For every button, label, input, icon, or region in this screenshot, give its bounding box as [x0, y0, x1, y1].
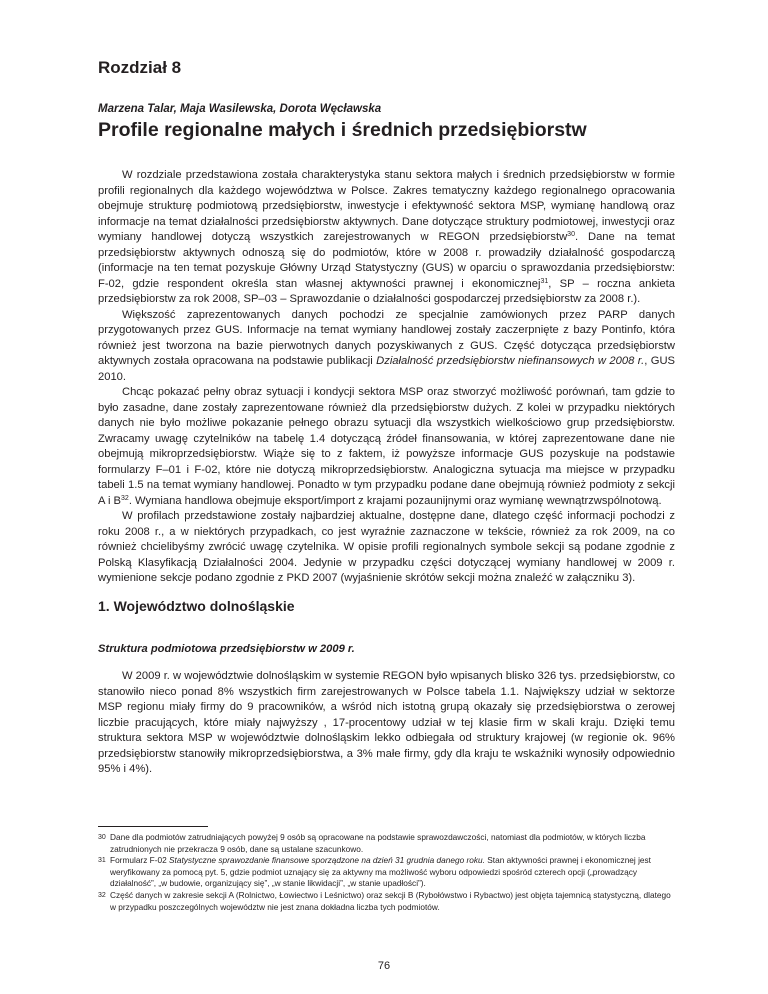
footnote-number: 31 — [98, 857, 106, 865]
footnote-number: 32 — [98, 891, 106, 899]
footnote — [98, 890, 678, 913]
intro-paragraph — [98, 168, 675, 308]
chapter-title: Profile regionalne małych i średnich przedsiębiorstw — [98, 119, 587, 141]
footnotes — [98, 832, 678, 913]
footnote-text — [110, 832, 678, 855]
chapter-authors: Marzena Talar, Maja Wasilewska, Dorota Węcławska — [98, 103, 382, 115]
text-run: , SP – roczna ankieta przedsiębiorstw za rok 2008, SP–03 – Sprawozdanie o działalności gospodarczej przedsiębiorstw za 2008 r.). — [98, 277, 676, 305]
footnote-text — [110, 855, 678, 890]
text-run: Chcąc pokazać pełny obraz sytuacji i kondycji sektora MSP oraz stworzyć możliwość porównań, tam gdzie to było zasadne, dane zostały zaprezentowane również dla przedsiębiorstw dużych. Z kolei w przypadku niektórych danych nie było możliwe pokazanie pełnego obrazu sytuacji dla wszystkich wielkościowo grup przedsiębiorstw. Zwracamy uwagę czytelników na tabelę 1.4 dotyczącą źródeł finansowania, w której zaprezentowane dane nie obejmują mikroprzedsiębiorstw. Wiąże się to z faktem, iż powyższe informacje GUS pozyskuje na podstawie formularzy F–01 i F-02, które nie dotyczą mikroprzedsiębiorstw. Analogiczna sytuacja ma miejsce w przypadku tabeli 1.5 na temat wymiany handlowej. Ponadto w tym przypadku podane dane obejmują również podmioty z sekcji A i B — [98, 386, 675, 507]
text-run: Statystyczne sprawozdanie finansowe sporządzone na dzień 31 grudnia danego roku. — [169, 855, 485, 866]
section-body — [98, 669, 675, 778]
footnote — [98, 832, 678, 855]
text-run: , GUS 2010. — [98, 355, 675, 383]
text-run: W rozdziale przedstawiona została charakterystyka stanu sektora małych i średnich przedsiębiorstw w formie profili regionalnych dla każdego województwa w Polsce. Zakres tematyczny każdego regionalnego opracowania obejmuje strukturę podmiotową przedsiębiorstw, inwestycje i efektywność sektora MSP, wymianę handlową oraz informacje na temat działalności przedsiębiorstw aktywnych. Dane dotyczące struktury podmiotowej, inwestycji oraz wymiany handlowej dotyczą wszystkich zarejestrowanych w REGON przedsiębiorstw — [98, 169, 675, 243]
subsection-heading: Struktura podmiotowa przedsiębiorstw w 2009 r. — [98, 643, 355, 655]
chapter-label: Rozdział 8 — [98, 58, 182, 77]
text-run: Stan aktywności prawnej i ekonomicznej jest weryfikowany za pomocą pyt. 5, gdzie podmiot uznający się za aktywny ma możliwość wyboru odpowiedzi spośród czterech opcji („prowadzący działalność”, „w budowie, organizujący się”, „w stanie likwidacji”, „w stanie upadłości”). — [110, 855, 651, 889]
text-run: Formularz F-02 — [110, 855, 170, 866]
footnote-ref: 32 — [121, 494, 129, 502]
text-run: . Wymiana handlowa obejmuje eksport/import z krajami pozaunijnymi oraz wymianę wewnątrzwspólnotową. — [128, 494, 662, 507]
page-number: 76 — [377, 960, 391, 972]
text-run: W 2009 r. w województwie dolnośląskim w systemie REGON było wpisanych blisko 326 tys. przedsiębiorstw, co stanowiło nieco ponad 8% wszystkich firm zarejestrowanych w Polsce tabela 1.1. Największy udział w sektorze MSP regionu miały firmy do 9 pracowników, a wśród nich istotną grupą okazały się przedsiębiorstwa o zerowej liczbie pracujących, które miały najwyższy , 17-procentowy udział w tej klasie firm w skali kraju. Dzięki temu struktura sektora MSP w województwie dolnośląskim lekko odbiegała od struktury krajowej (w regionie ok. 96% przedsiębiorstw stanowiły mikroprzedsiębiorstwa, a 3% małe firmy, gdy dla kraju te wskaźniki wynosiły odpowiednio 95% i 4%). — [98, 670, 675, 775]
text-run: Działalność przedsiębiorstw niefinansowych w 2008 r. — [376, 355, 645, 367]
text-run: Część danych w zakresie sekcji A (Rolnictwo, Łowiectwo i Leśnictwo) oraz sekcji B (Rybołówstwo i Rybactwo) jest objęta tajemnicą statystyczną, dlatego w przypadku poszczególnych województw nie jest znana dokładna liczba tych podmiotów. — [110, 889, 671, 912]
section-heading: 1. Województwo dolnośląskie — [98, 598, 295, 614]
footnote-text — [110, 890, 678, 913]
text-run: . Dane na temat przedsiębiorstw aktywnych odnoszą się do podmiotów, które w 2008 r. prowadziły działalność gospodarczą (informacje na ten temat pozyskuje Główny Urząd Statystyczny (GUS) w oparciu o sprawozdania przedsiębiorstw: F-02, gdzie respondent określa stan własnej aktywności prawnej i ekonomicznej — [98, 231, 675, 290]
intro-paragraph — [98, 308, 675, 386]
text-run: Większość zaprezentowanych danych pochodzi ze specjalnie zamówionych przez PARP danych przygotowanych przez GUS. Informacje na temat wymiany handlowej zostały zaczerpnięte z bazy Pontinfo, która również jest tworzona na bazie pierwotnych danych pozyskiwanych z GUS. Część dotycząca przedsiębiorstw aktywnych została opracowana na podstawie publikacji — [98, 308, 675, 367]
footnote — [98, 855, 678, 890]
text-run: W profilach przedstawione zostały najbardziej aktualne, dostępne dane, dlatego część informacji pochodzi z roku 2008 r., a w niektórych przypadkach, co jest wyraźnie zaznaczone w tekście, również za rok 2009, na co również chcielibyśmy zwrócić uwagę czytelnika. W opisie profili regionalnych symbole sekcji są podane zgodnie z Polską Klasyfikacją Działalności 2004. Jedynie w przypadku części dotyczącej wymiany handlowej w 2009 r. wymienione sekcje podano zgodnie z PKD 2007 (wyjaśnienie skrótów sekcji można znaleźć w załączniku 3). — [98, 510, 675, 584]
footnote-ref: 31 — [540, 277, 549, 285]
text-run: Dane dla podmiotów zatrudniających powyżej 9 osób są opracowane na podstawie sprawozdawczości, natomiast dla podmiotów, w których liczba zatrudnionych nie przekracza 9 osób, dane są ustalane szacunkowo. — [110, 832, 646, 854]
section-paragraph — [98, 669, 675, 778]
intro-body — [98, 168, 675, 587]
intro-paragraph — [98, 385, 675, 509]
footnote-number: 30 — [98, 834, 106, 841]
footnote-ref: 30 — [567, 231, 575, 238]
footnote-separator — [98, 826, 208, 827]
intro-paragraph — [98, 509, 675, 587]
